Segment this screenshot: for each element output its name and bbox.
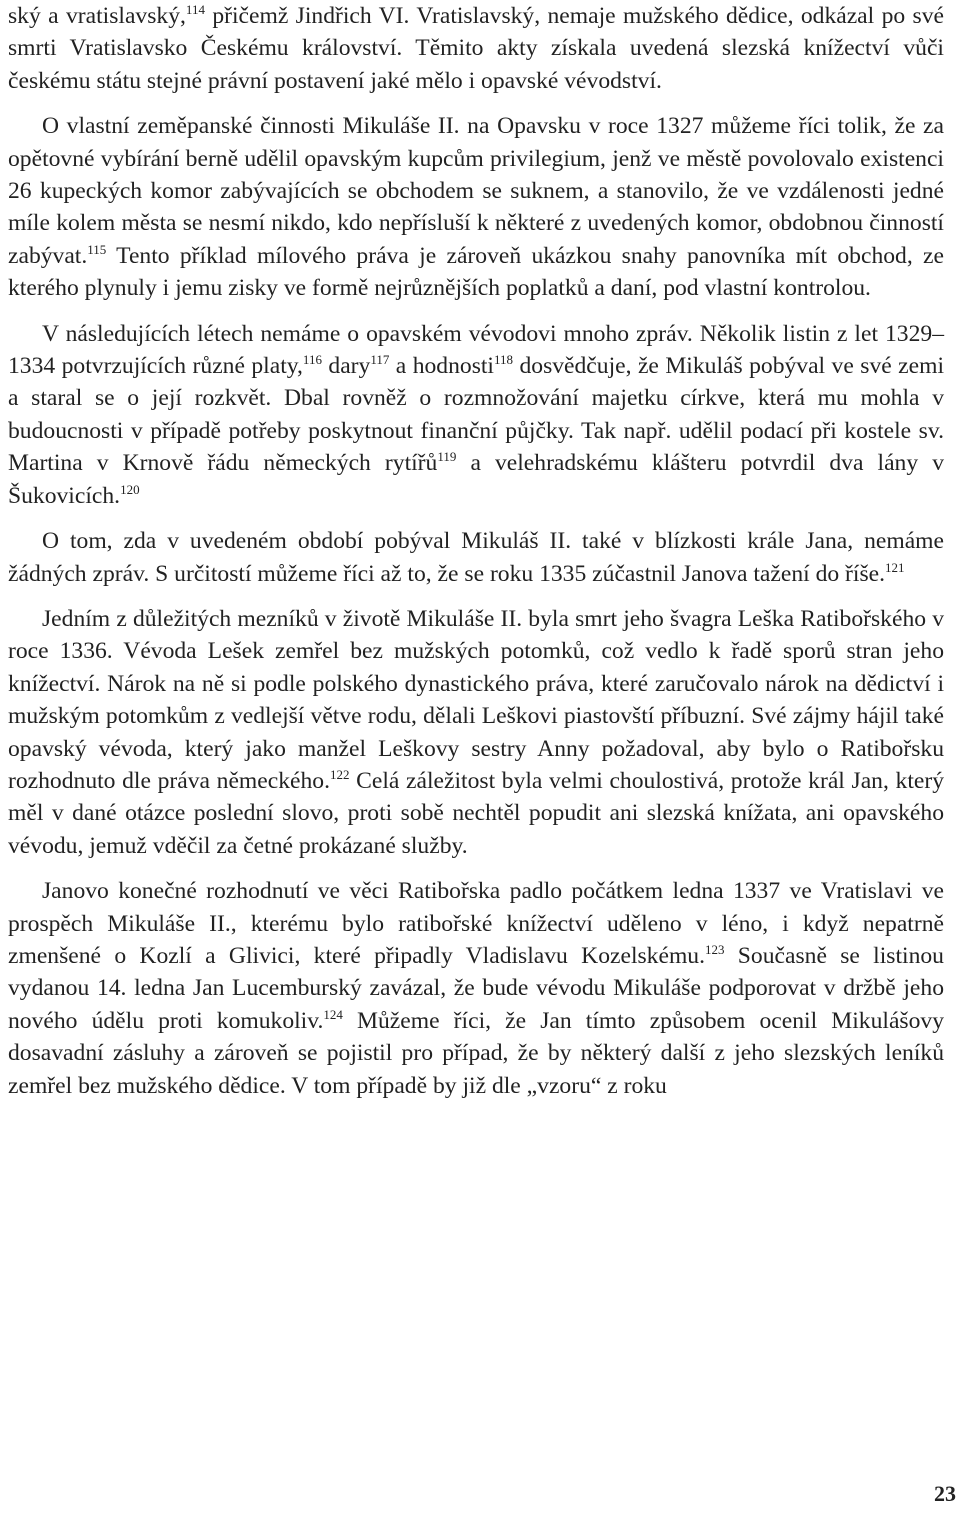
footnote-ref-124: 124 — [323, 1006, 343, 1022]
footnote-ref-117: 117 — [370, 352, 390, 368]
text-run: O tom, zda v uvedeném období pobýval Mikuláš II. také v blízkosti krále Jana, nemáme žádných zpráv. S určitostí můžeme říci až to, že se roku 1335 zúčastnil Janova tažení do říše. — [8, 528, 944, 587]
text-run: O vlastní zeměpanské činnosti Mikuláše II. na Opavsku v roce 1327 můžeme říci tolik, že za opětovné vybírání berně udělil opavským kupcům privilegium, jenž ve městě povolovalo existenci 26 kupeckých komor zabývajících se obchodem se suknem, a stanovilo, že ve vzdálenosti jedné míle kolem města se nesmí nikdo, kdo nepřísluší k některé z uvedených komor, obdobnou činností zabývat. — [8, 113, 944, 269]
text-run: ský a vratislavský, — [8, 3, 186, 29]
text-run: Janovo konečné rozhodnutí ve věci Ratibořska padlo počátkem ledna 1337 ve Vratislavi ve prospěch Mikuláše II., kterému bylo ratibořské knížectví uděleno v léno, i když nepatrně zmenšené o Kozlí a Glivici, které připadly Vladislavu Kozelskému. — [8, 878, 944, 969]
text-run: dosvědčuje, že Mikuláš pobýval ve své zemi a staral se o její rozkvět. Dbal rovněž o rozmnožování majetku církve, která mu mohla v budoucnosti v případě potřeby poskytnout finanční půjčky. Tak např. udělil podací při kostele sv. Martina v Krnově řádu německých rytířů — [8, 353, 945, 477]
footnote-ref-115: 115 — [87, 241, 107, 257]
footnote-ref-116: 116 — [302, 352, 322, 368]
footnote-ref-114: 114 — [185, 2, 205, 17]
footnote-ref-120: 120 — [120, 481, 140, 497]
footnote-ref-122: 122 — [329, 766, 350, 782]
text-run: V následujících létech nemáme o opavském vévodovi mnoho zpráv. Několik listin z let 1329–1334 potvrzujících různé platy, — [8, 320, 944, 380]
footnote-ref-123: 123 — [705, 941, 725, 957]
paragraph-4 — [8, 525, 944, 590]
text-run: přičemž Jindřich VI. Vratislavský, nemaje mužského dědice, odkázal po své smrti Vratislavsko Českému království. Těmito akty získala uvedená slezská knížectví vůči českému státu stejné právní postavení jaké mělo i opavské vévodství. — [8, 3, 945, 94]
paragraph-1 — [8, 0, 944, 97]
text-run: Celá záležitost byla velmi choulostivá, protože král Jan, který měl v dané otázce poslední slovo, proti sobě nechtěl popudit ani slezská knížata, ani opavského vévodu, jemuž vděčil za četné prokázané služby. — [8, 767, 944, 859]
paragraph-5 — [8, 603, 944, 862]
footnote-ref-119: 119 — [437, 449, 457, 465]
text-run: a hodnosti — [389, 353, 494, 380]
page-number: 23 — [934, 1481, 956, 1506]
text-run: Současně se listinou vydanou 14. ledna Jan Lucemburský zavázal, že bude vévodu Mikuláše podporovat v držbě jeho nového údělu proti komukoliv. — [8, 942, 944, 1034]
text-run: a velehradskému klášteru potvrdil dva lány v Šukovicích. — [8, 450, 944, 509]
paragraph-3 — [8, 318, 944, 512]
text-run: Můžeme říci, že Jan tímto způsobem ocenil Mikulášovy dosavadní zásluhy a zároveň se pojistil pro případ, že by některý další z jeho slezských leníků zemřel bez mužského dědice. V tom případě by již dle „vzoru“ z roku — [8, 1007, 944, 1099]
footnote-ref-118: 118 — [494, 352, 514, 368]
paragraph-6 — [8, 875, 944, 1102]
text-run: Tento příklad mílového práva je zároveň ukázkou snahy panovníka mít obchod, ze kterého plynuly i jemu zisky ve formě nejrůznějších poplatků a daní, pod vlastní kontrolou. — [8, 242, 944, 302]
footnote-ref-121: 121 — [885, 559, 905, 575]
text-run: dary — [321, 353, 371, 380]
paragraph-2 — [8, 110, 944, 304]
page-body — [8, 0, 944, 1115]
text-run: Jedním z důležitých mezníků v životě Mikuláše II. byla smrt jeho švagra Leška Ratibořského v roce 1336. Vévoda Lešek zemřel bez mužských potomků, což vedlo k řadě sporů stran jeho knížectví. Nárok na ně si podle polského dynastického práva, které zaručovalo nárok na dědictví i mužským potomkům z vedlejší větve rodu, dělali Leškovi piastovští příbuzní. Své zájmy hájil také opavský vévoda, který jako manžel Leškovy sestry Anny požadoval, aby bylo o Ratibořsku rozhodnuto dle práva německého. — [8, 605, 944, 794]
